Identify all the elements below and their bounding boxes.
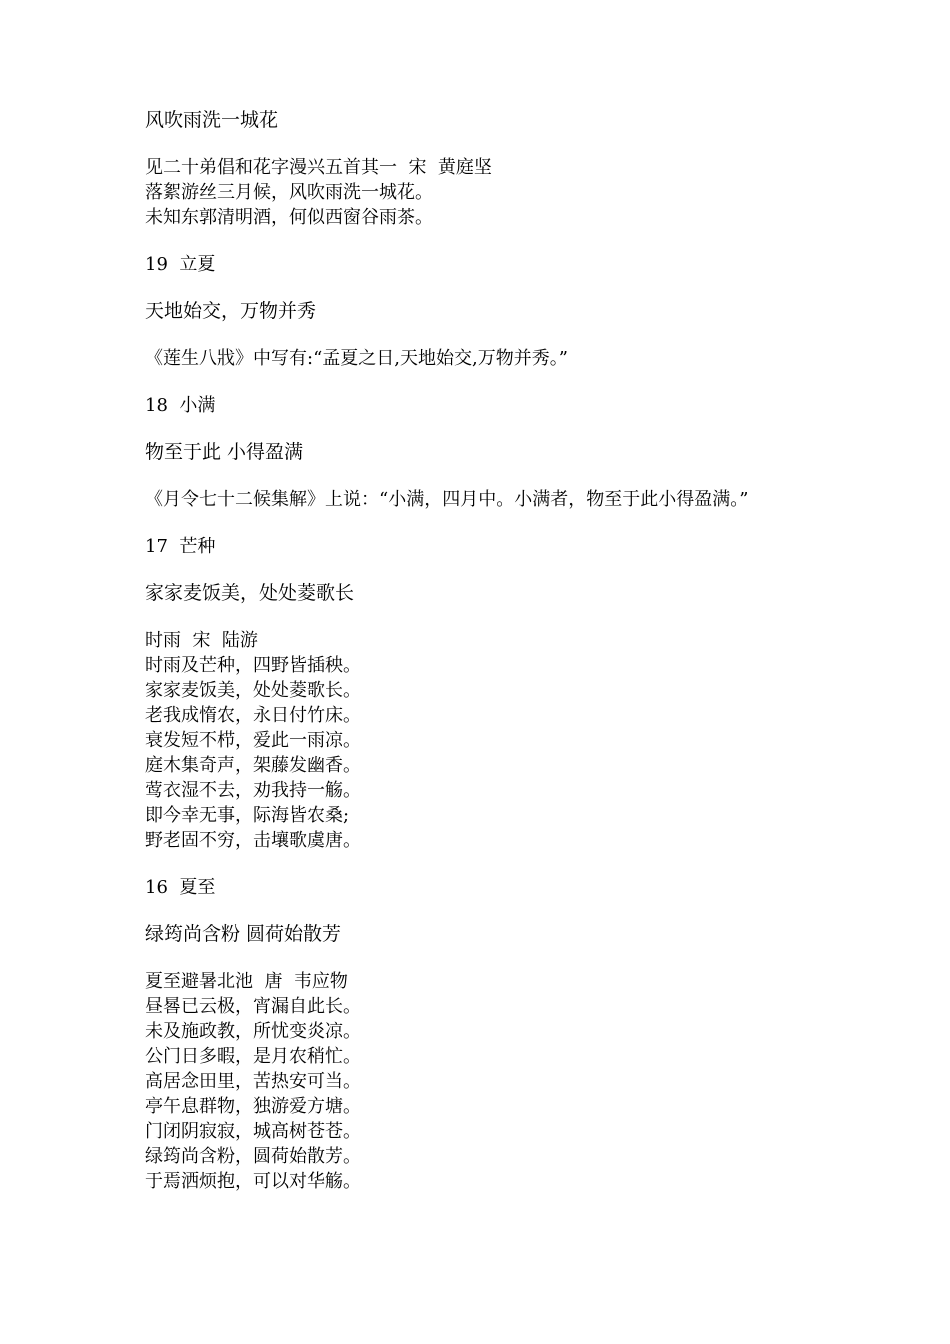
- section-title: 家家麦饭美，处处菱歌长: [145, 582, 355, 604]
- section-title: 物至于此 小得盈满: [145, 441, 304, 463]
- section-lixia: [145, 252, 825, 371]
- quote-text: 《莲生八戕》中写有:“孟夏之日,天地始交,万物并秀。”: [145, 348, 568, 369]
- poem-line: 家家麦饭美，处处菱歌长。: [145, 680, 361, 701]
- solar-term-heading: 18 小满: [145, 395, 216, 416]
- section-title: 绿筠尚含粉 圆荷始散芳: [145, 923, 342, 945]
- poem-line: 莺衣湿不去，劝我持一觞。: [145, 780, 361, 801]
- solar-term-heading: 19 立夏: [145, 254, 216, 275]
- solar-term-heading: 17 芒种: [145, 536, 216, 557]
- poem-title: 时雨 宋 陆游: [145, 630, 258, 651]
- poem-line: 绿筠尚含粉，圆荷始散芳。: [145, 1146, 361, 1167]
- poem-line: 庭木集奇声，架藤发幽香。: [145, 755, 361, 776]
- poem-line: 高居念田里，苦热安可当。: [145, 1071, 361, 1092]
- poem-line: 野老固不穷，击壤歌虞唐。: [145, 830, 361, 851]
- poem: [145, 155, 825, 230]
- poem-title: 见二十弟倡和花字漫兴五首其一 宋 黄庭坚: [145, 157, 492, 178]
- poem-line: 衰发短不栉，爱此一雨凉。: [145, 730, 361, 751]
- poem-title: 夏至避暑北池 唐 韦应物: [145, 971, 348, 992]
- poem-line: 未及施政教，所忧变炎凉。: [145, 1021, 361, 1042]
- section-title: 天地始交，万物并秀: [145, 300, 317, 322]
- poem-line: 门闭阴寂寂，城高树苍苍。: [145, 1121, 361, 1142]
- poem-line: 于焉洒烦抱，可以对华觞。: [145, 1171, 361, 1192]
- section-mangzhong: [145, 534, 825, 853]
- poem: [145, 628, 825, 853]
- solar-term-heading: 16 夏至: [145, 877, 216, 898]
- poem-line: 老我成惰农，永日付竹床。: [145, 705, 361, 726]
- poem-line: 即今幸无事，际海皆农桑;: [145, 805, 350, 826]
- poem-line: 未知东郭清明酒，何似西窗谷雨茶。: [145, 207, 433, 228]
- quote-text: 《月令七十二候集解》上说：“小满，四月中。小满者，物至于此小得盈满。”: [145, 489, 749, 510]
- document-page: [145, 108, 825, 1216]
- section-title: 风吹雨洗一城花: [145, 109, 279, 131]
- poem-line: 昼晷已云极，宵漏自此长。: [145, 996, 361, 1017]
- poem-line: 公门日多暇，是月农稍忙。: [145, 1046, 361, 1067]
- poem-line: 落絮游丝三月候，风吹雨洗一城花。: [145, 182, 433, 203]
- poem-line: 时雨及芒种，四野皆插秧。: [145, 655, 361, 676]
- poem-line: 亭午息群物，独游爱方塘。: [145, 1096, 361, 1117]
- section-guyu: [145, 108, 825, 230]
- poem: [145, 969, 825, 1194]
- section-xiazhi: [145, 875, 825, 1194]
- section-xiaoman: [145, 393, 825, 512]
